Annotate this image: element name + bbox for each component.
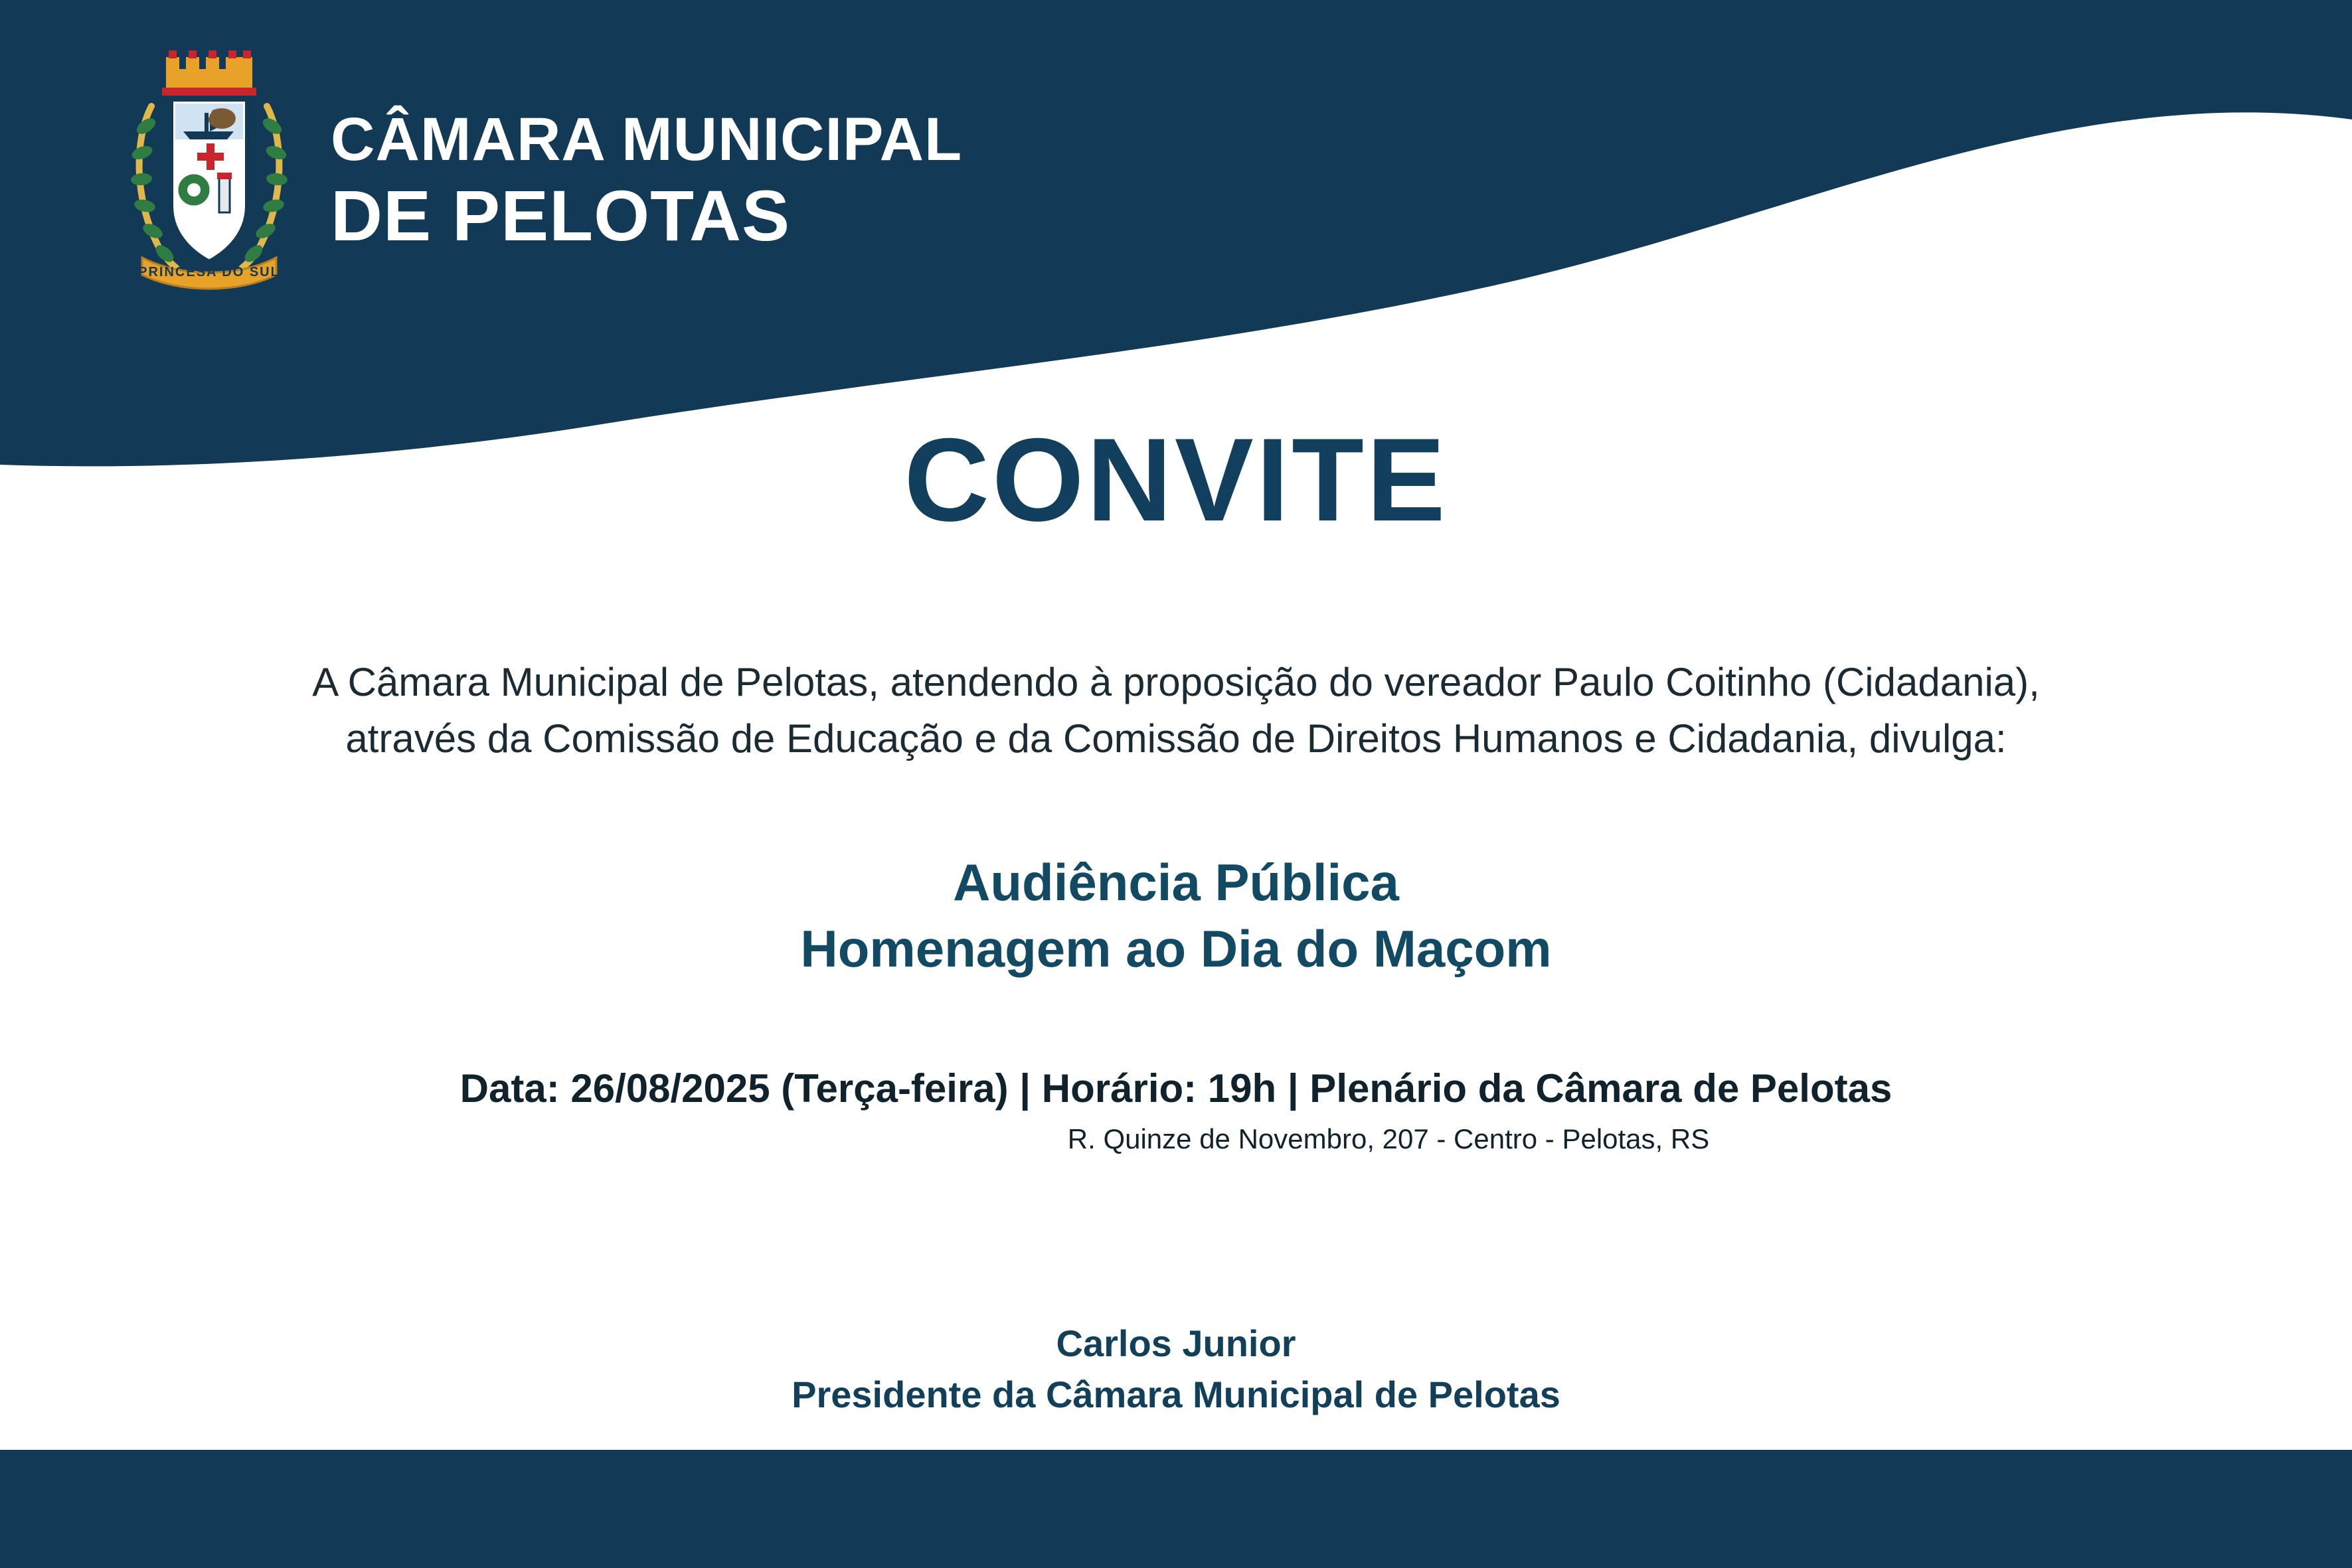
intro-paragraph [0,654,2352,767]
intro-line-2: através da Comissão de Educação e da Comissão de Direitos Humanos e Cidadania, divulga: [345,716,2007,761]
event-line-2: Homenagem ao Dia do Maçom [800,919,1552,978]
signature-block [0,1318,2352,1421]
event-details [0,1065,2352,1155]
event-heading [0,850,2352,982]
institution-line-1: CÂMARA MUNICIPAL [331,106,963,173]
event-datetime-location: Data: 26/08/2025 (Terça-feira) | Horário: 19h | Plenário da Câmara de Pelotas [460,1066,1892,1111]
event-address: R. Quinze de Novembro, 207 - Centro - Pelotas, RS [1067,1123,1710,1154]
institution-name [331,92,963,256]
coat-of-arms-icon [120,46,299,299]
svg-text:PRINCESA DO SUL: PRINCESA DO SUL [138,265,280,279]
footer-band [0,1450,2352,1568]
event-line-1: Audiência Pública [953,853,1399,911]
signature-role: Presidente da Câmara Municipal de Pelotas [792,1373,1560,1416]
page-title: CONVITE [904,414,1448,546]
institution-line-2: DE PELOTAS [331,175,791,256]
brand-block [120,46,962,299]
intro-line-1: A Câmara Municipal de Pelotas, atendendo à proposição do vereador Paulo Coitinho (Cidadania), [312,660,2040,704]
footer-divider [0,1441,2352,1450]
signature-name: Carlos Junior [1056,1322,1296,1364]
